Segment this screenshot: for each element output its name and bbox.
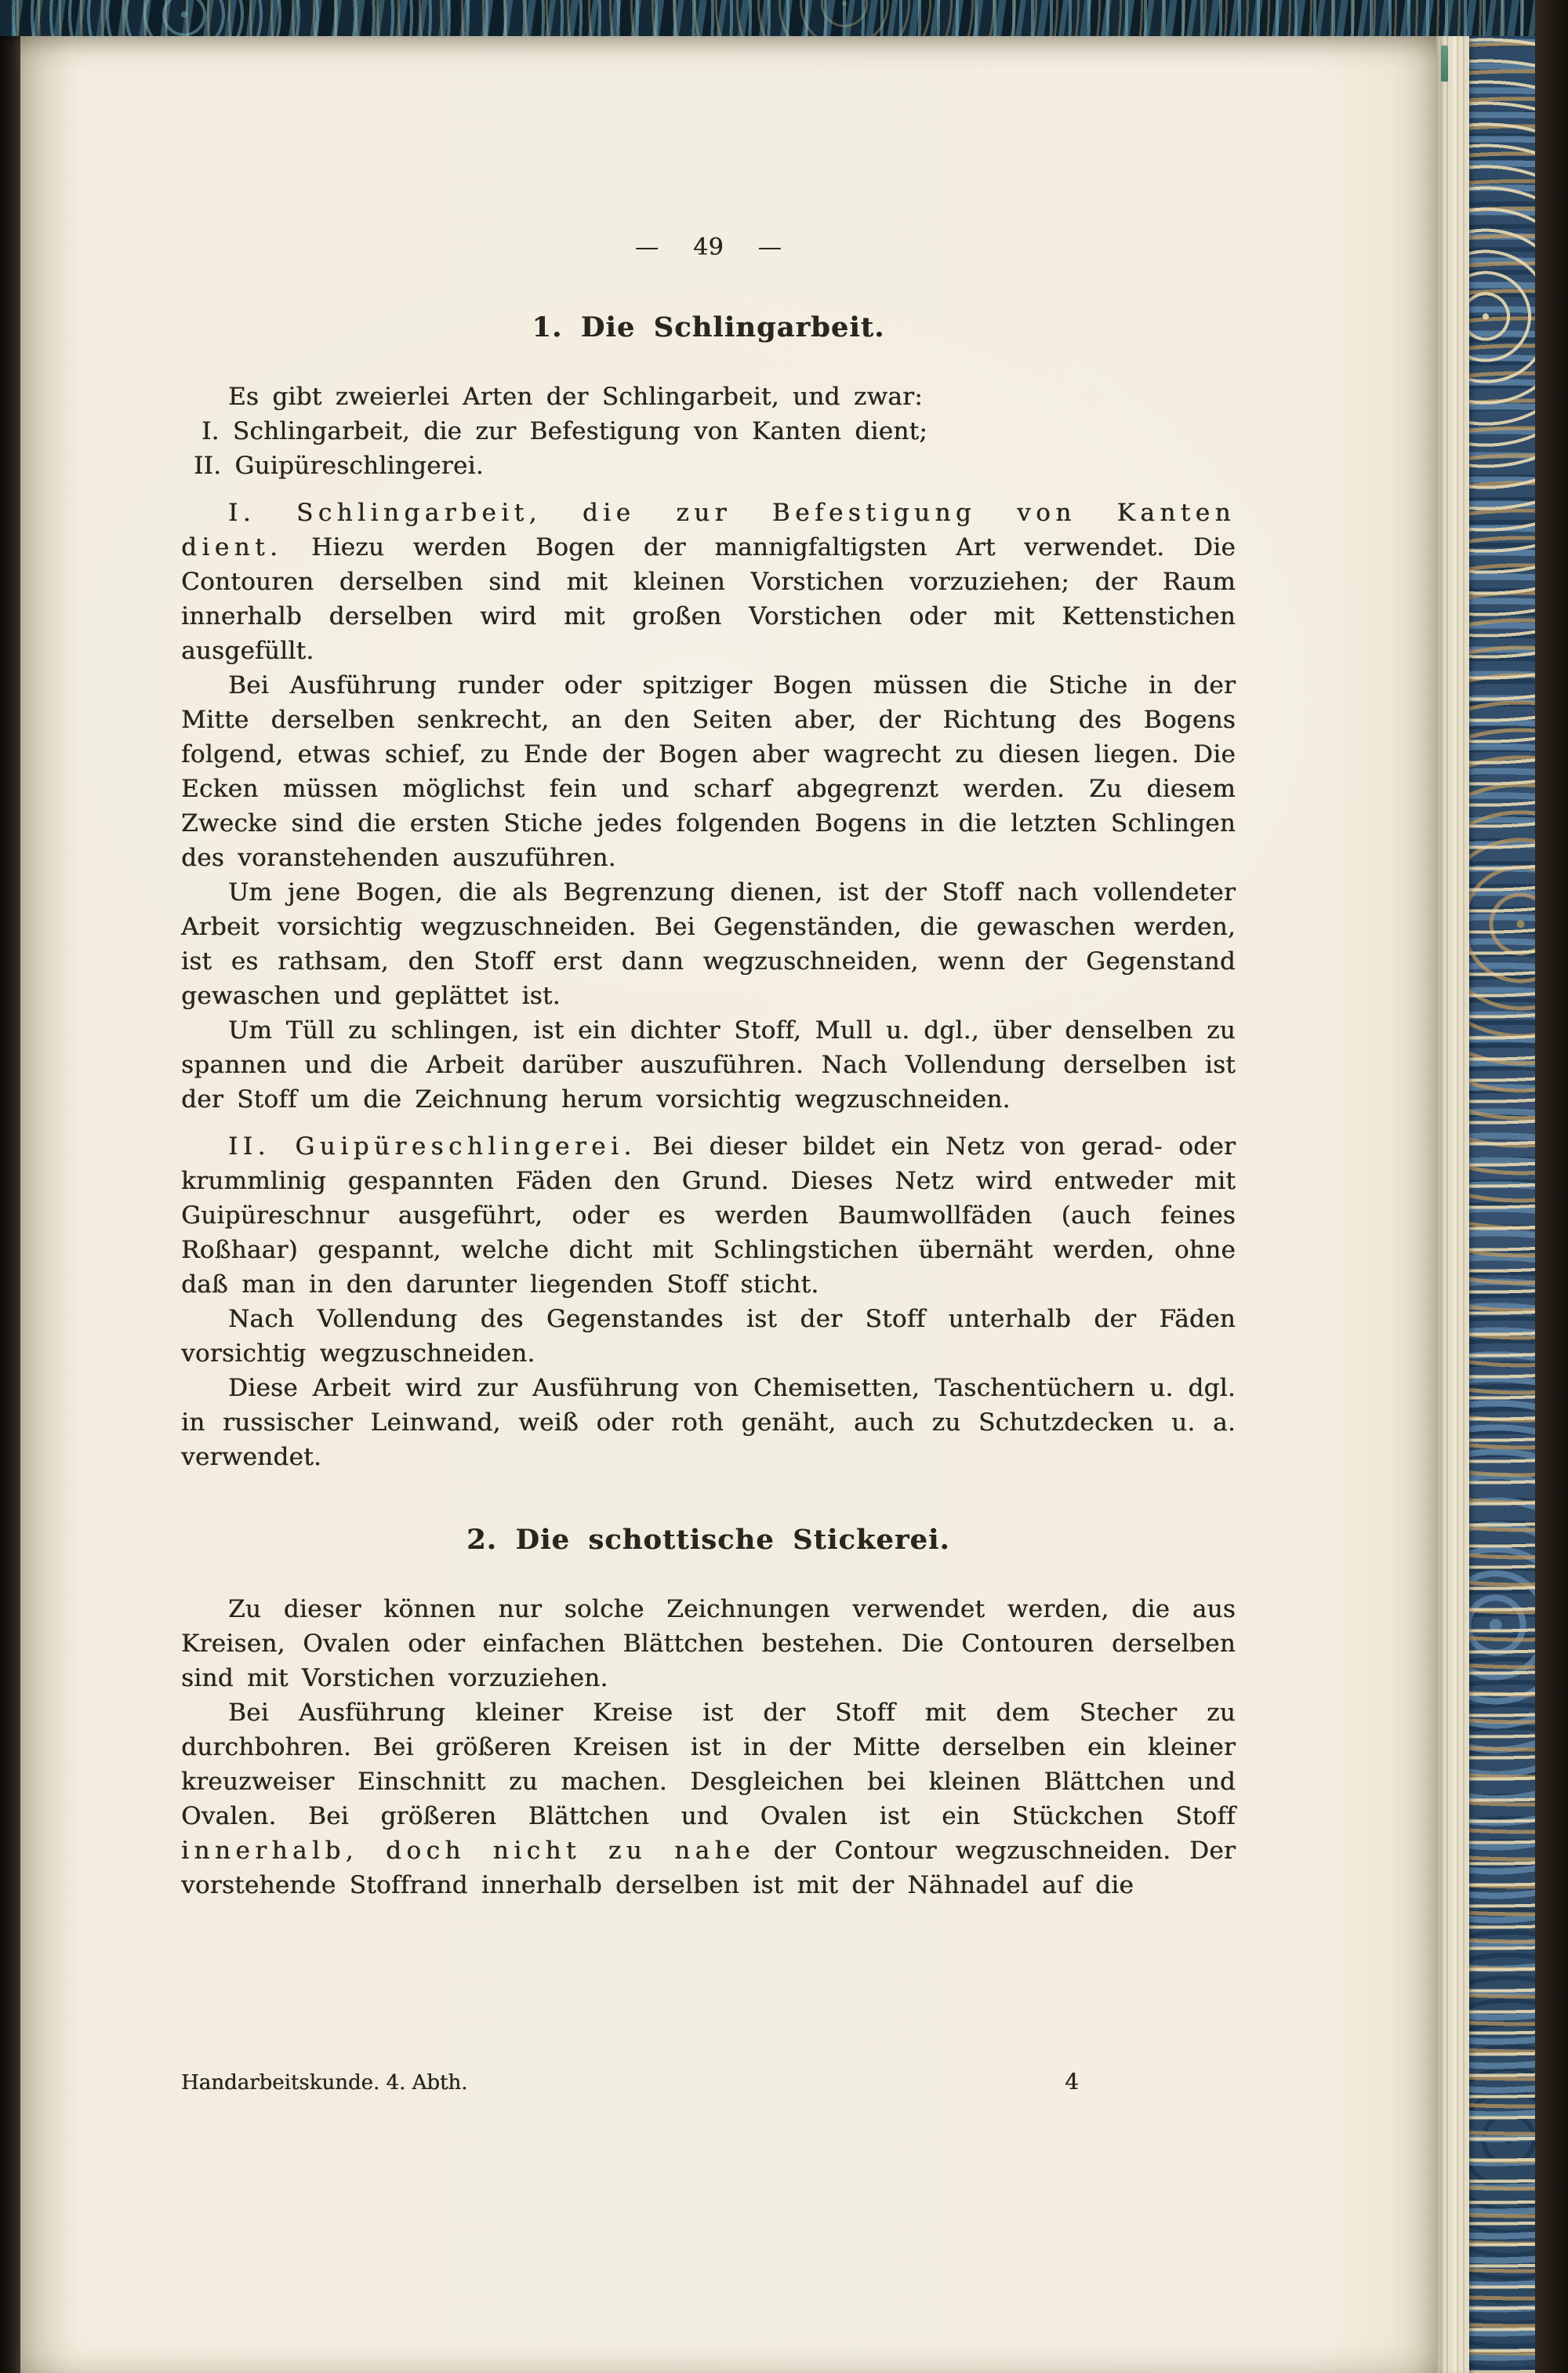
emphasized-lead: II. Guipüreschlingerei. <box>228 1132 637 1161</box>
list-item-1: I. Schlingarbeit, die zur Befestigung von Kanten dient; <box>201 417 928 445</box>
paragraph-text: Bei dieser bildet ein Netz von gerad- oder krummlinig gespannten Fäden den Grund. Dieses Netz wird entweder mit Guipüreschnur ausgeführt, oder es werden Baumwollfäden (auch feines Roßhaar) gespannt, welche dicht mit Schlingstichen übernäht werden, ohne daß man in den darunter liegenden Stoff sticht. <box>181 1132 1236 1299</box>
paragraph-text: Hiezu werden Bogen der mannigfaltigsten Art verwendet. Die Contouren derselben sind mit kleinen Vorstichen vorzuziehen; der Raum innerhalb derselben wird mit großen Vorstichen oder mit Kettenstichen ausgefüllt. <box>181 533 1236 665</box>
footer-imprint: Handarbeitskunde. 4. Abth. <box>181 2071 468 2095</box>
paragraph: Diese Arbeit wird zur Ausführung von Chemisetten, Taschentüchern u. dgl. in russischer Leinwand, weiß oder roth genäht, auch zu Schutzdecken u. a. verwendet. <box>181 1374 1236 1471</box>
under-page-edges <box>1436 36 1469 2373</box>
page-edge-mark <box>1441 45 1448 82</box>
paragraph-text: der Contour wegzuschneiden. Der vorstehende Stoffrand innerhalb derselben ist mit der Nähnadel auf die <box>181 1837 1236 1899</box>
paragraph <box>181 1129 1236 1302</box>
paragraph: Bei Ausführung runder oder spitziger Bogen müssen die Stiche in der Mitte derselben senkrecht, an den Seiten aber, der Richtung des Bogens folgend, etwas schief, zu Ende der Bogen aber wagrecht zu diesen liegen. Die Ecken müssen möglichst fein und scharf abgegrenzt werden. Zu diesem Zwecke sind die ersten Stiche jedes folgenden Bogens in die letzten Schlingen des voranstehenden auszuführen. <box>181 671 1236 872</box>
book-cover-top-edge <box>0 0 1535 36</box>
paragraph: Zu dieser können nur solche Zeichnungen verwendet werden, die aus Kreisen, Ovalen oder einfachen Blättchen bestehen. Die Contouren derselben sind mit Vorstichen vorzuziehen. <box>181 1595 1236 1692</box>
paragraph <box>181 1695 1236 1902</box>
paragraph-text: Bei Ausführung kleiner Kreise ist der Stoff mit dem Stecher zu durchbohren. Bei größeren Kreisen ist in der Mitte derselben ein kleiner kreuzweiser Einschnitt zu machen. Desgleichen bei kleinen Blättchen und Ovalen. Bei größeren Blättchen und Ovalen ist ein Stückchen Stoff <box>181 1699 1236 1830</box>
section-2-heading: 2. Die schottische Stickerei. <box>466 1524 950 1556</box>
paragraph: Um Tüll zu schlingen, ist ein dichter Stoff, Mull u. dgl., über denselben zu spannen und die Arbeit darüber auszuführen. Nach Vollendung derselben ist der Stoff um die Zeichnung herum vorsichtig wegzuschneiden. <box>181 1016 1236 1114</box>
section-1-heading: 1. Die Schlingarbeit. <box>532 311 885 343</box>
emphasized-words: innerhalb, doch nicht zu nahe <box>181 1837 755 1865</box>
book-page <box>20 36 1436 2373</box>
signature-number: 4 <box>1065 2069 1079 2095</box>
paragraph: Nach Vollendung des Gegenstandes ist der Stoff unterhalb der Fäden vorsichtig wegzuschneiden. <box>181 1305 1236 1368</box>
intro-line: Es gibt zweierlei Arten der Schlingarbeit, und zwar: <box>228 383 923 411</box>
paragraph <box>181 496 1236 668</box>
page-footer <box>181 2069 1236 2095</box>
list-item-2: II. Guipüreschlingerei. <box>194 452 484 480</box>
paragraph: Um jene Bogen, die als Begrenzung dienen, ist der Stoff nach vollendeter Arbeit vorsichtig wegzuschneiden. Bei Gegenständen, die gewaschen werden, ist es rathsam, den Stoff erst dann wegzuschneiden, wenn der Gegenstand gewaschen und geplättet ist. <box>181 878 1236 1010</box>
book-cover-right-edge <box>1535 0 1568 2373</box>
emphasized-lead: I. Schlingarbeit, die zur Befestigung von Kanten dient. <box>181 499 1236 561</box>
marbled-endpaper <box>1469 36 1535 2373</box>
page-number: — 49 — <box>634 234 782 261</box>
page-text-block <box>181 231 1236 1902</box>
book-spine-left-edge <box>0 0 20 2373</box>
